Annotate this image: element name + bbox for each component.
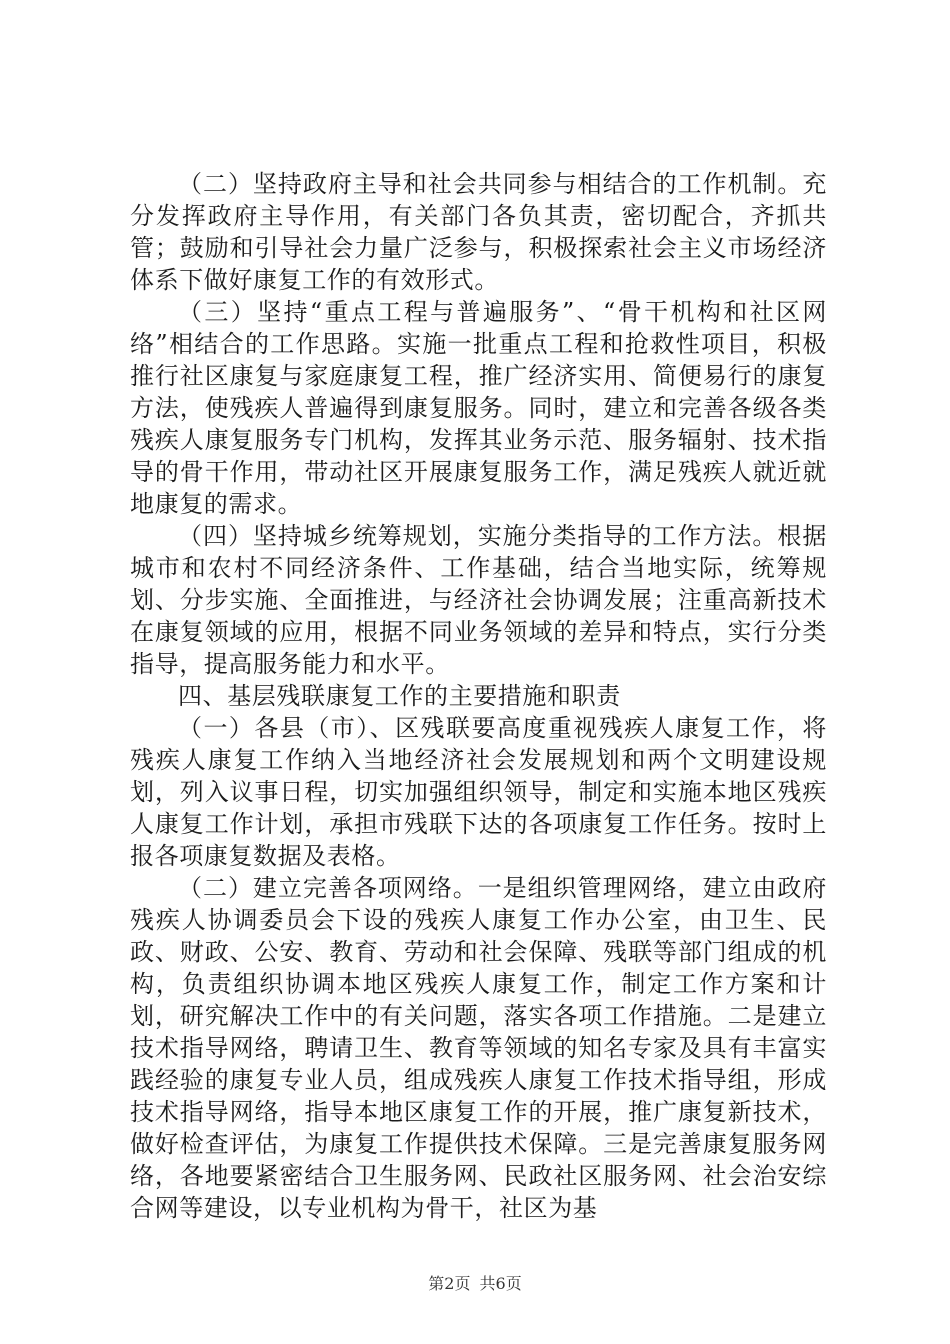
paragraph-principle-3: （三）坚持“重点工程与普遍服务”、“骨干机构和社区网络”相结合的工作思路。实施一批重点工程和抢救性项目，积极推行社区康复与家庭康复工程，推广经济实用、简便易行的康复方法，使残疾人普遍得到康复服务。同时，建立和完善各级各类残疾人康复服务专门机构，发挥其业务示范、服务辐射、技术指导的骨干作用，带动社区开展康复服务工作，满足残疾人就近就地康复的需求。 [130,298,827,518]
paragraph-principle-2: （二）坚持政府主导和社会共同参与相结合的工作机制。充分发挥政府主导作用，有关部门各负其责，密切配合，齐抓共管；鼓励和引导社会力量广泛参与，积极探索社会主义市场经济体系下做好康复工作的有效形式。 [130,170,827,294]
page-number: 第2页 [428,1274,471,1293]
section-heading: 四、基层残联康复工作的主要措施和职责 [178,682,621,710]
paragraph-measure-2: （二）建立完善各项网络。一是组织管理网络，建立由政府残疾人协调委员会下设的残疾人康复工作办公室，由卫生、民政、财政、公安、教育、劳动和社会保障、残联等部门组成的机构，负责组织协调本地区残疾人康复工作，制定工作方案和计划，研究解决工作中的有关问题，落实各项工作措施。二是建立技术指导网络，聘请卫生、教育等领域的知名专家及具有丰富实践经验的康复专业人员，组成残疾人康复工作技术指导组，形成技术指导网络，指导本地区康复工作的开展，推广康复新技术，做好检查评估，为康复工作提供技术保障。三是完善康复服务网络，各地要紧密结合卫生服务网、民政社区服务网、社会治安综合网等建设，以专业机构为骨干，社区为基 [130,874,827,1222]
paragraph-measure-1: （一）各县（市）、区残联要高度重视残疾人康复工作，将残疾人康复工作纳入当地经济社会发展规划和两个文明建设规划，列入议事日程，切实加强组织领导，制定和实施本地区残疾人康复工作计划，承担市残联下达的各项康复工作任务。按时上报各项康复数据及表格。 [130,714,827,870]
page-total: 共6页 [479,1274,522,1293]
document-body [130,168,827,1224]
page-footer [0,1271,950,1294]
paragraph-principle-4: （四）坚持城乡统筹规划，实施分类指导的工作方法。根据城市和农村不同经济条件、工作基础，结合当地实际，统筹规划、分步实施、全面推进，与经济社会协调发展；注重高新技术在康复领域的应用，根据不同业务领域的差异和特点，实行分类指导，提高服务能力和水平。 [130,522,827,678]
